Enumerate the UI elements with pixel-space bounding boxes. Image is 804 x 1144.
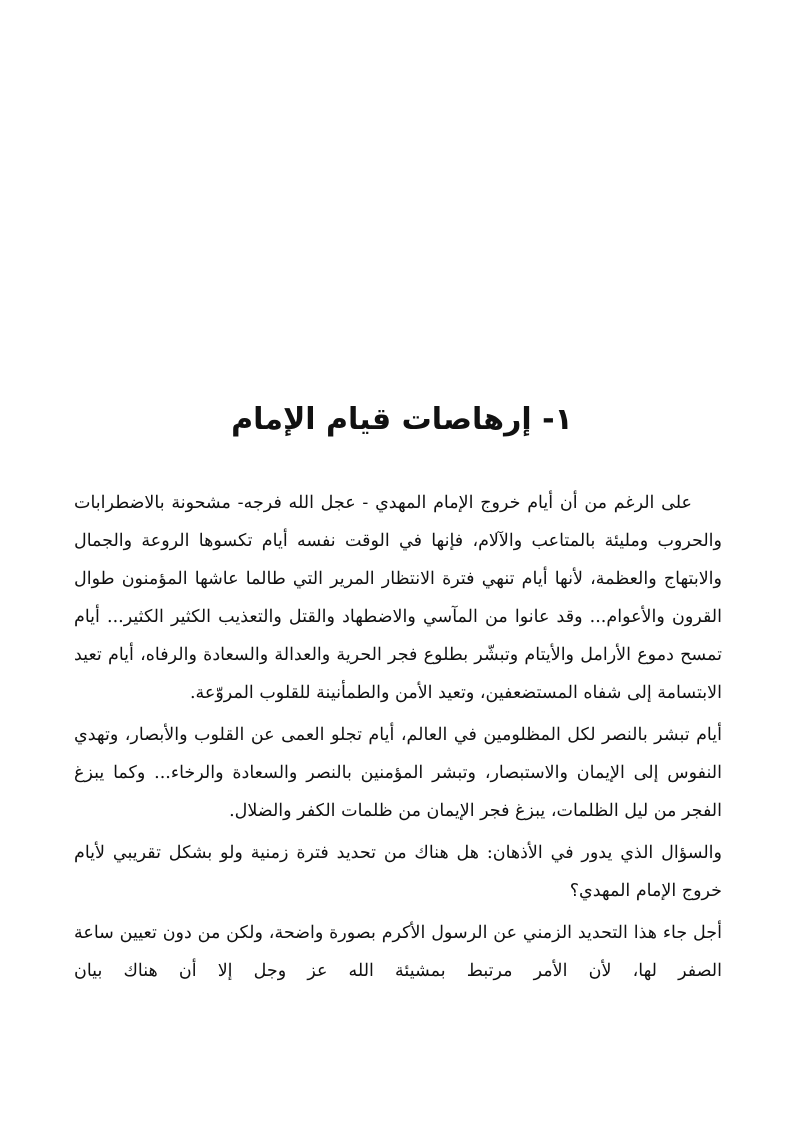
paragraph-2: أيام تبشر بالنصر لكل المظلومين في العالم، أيام تجلو العمى عن القلوب والأبصار، وتهدي النفوس إلى الإيمان والاستبصار، وتبشر المؤمنين بالنصر والسعادة والرخاء... وكما يبزغ الفجر من ليل الظلمات، يبزغ فجر الإيمان من ظلمات الكفر والضلال. <box>74 725 722 821</box>
paragraph-4: أجل جاء هذا التحديد الزمني عن الرسول الأكرم بصورة واضحة، ولكن من دون تعيين ساعة الصفر لها، لأن الأمر مرتبط بمشيئة الله عز وجل إلا أن هناك بيان <box>74 923 722 981</box>
paragraph-1: على الرغم من أن أيام خروج الإمام المهدي - عجل الله فرجه- مشحونة بالاضطرابات والحروب ومليئة بالمتاعب والآلام، فإنها في الوقت نفسه أيام تكسوها الروعة والجمال والابتهاج والعظمة، لأنها أيام تنهي فترة الانتظار المرير التي طالما عاشها المؤمنون طوال القرون والأعوام... وقد عانوا من المآسي والاضطهاد والقتل والتعذيب الكثير الكثير... أيام تمسح دموع الأرامل والأيتام وتبشّر بطلوع فجر الحرية والعدالة والسعادة والرفاه، أيام تعيد الابتسامة إلى شفاه المستضعفين، وتعيد الأمن والطمأنينة للقلوب المروّعة. <box>74 493 722 703</box>
paragraph-3: والسؤال الذي يدور في الأذهان: هل هناك من تحديد فترة زمنية ولو بشكل تقريبي لأيام خروج الإمام المهدي؟ <box>74 843 722 901</box>
body-text <box>74 484 722 994</box>
chapter-title: ١- إرهاصات قيام الإمام <box>231 402 573 437</box>
